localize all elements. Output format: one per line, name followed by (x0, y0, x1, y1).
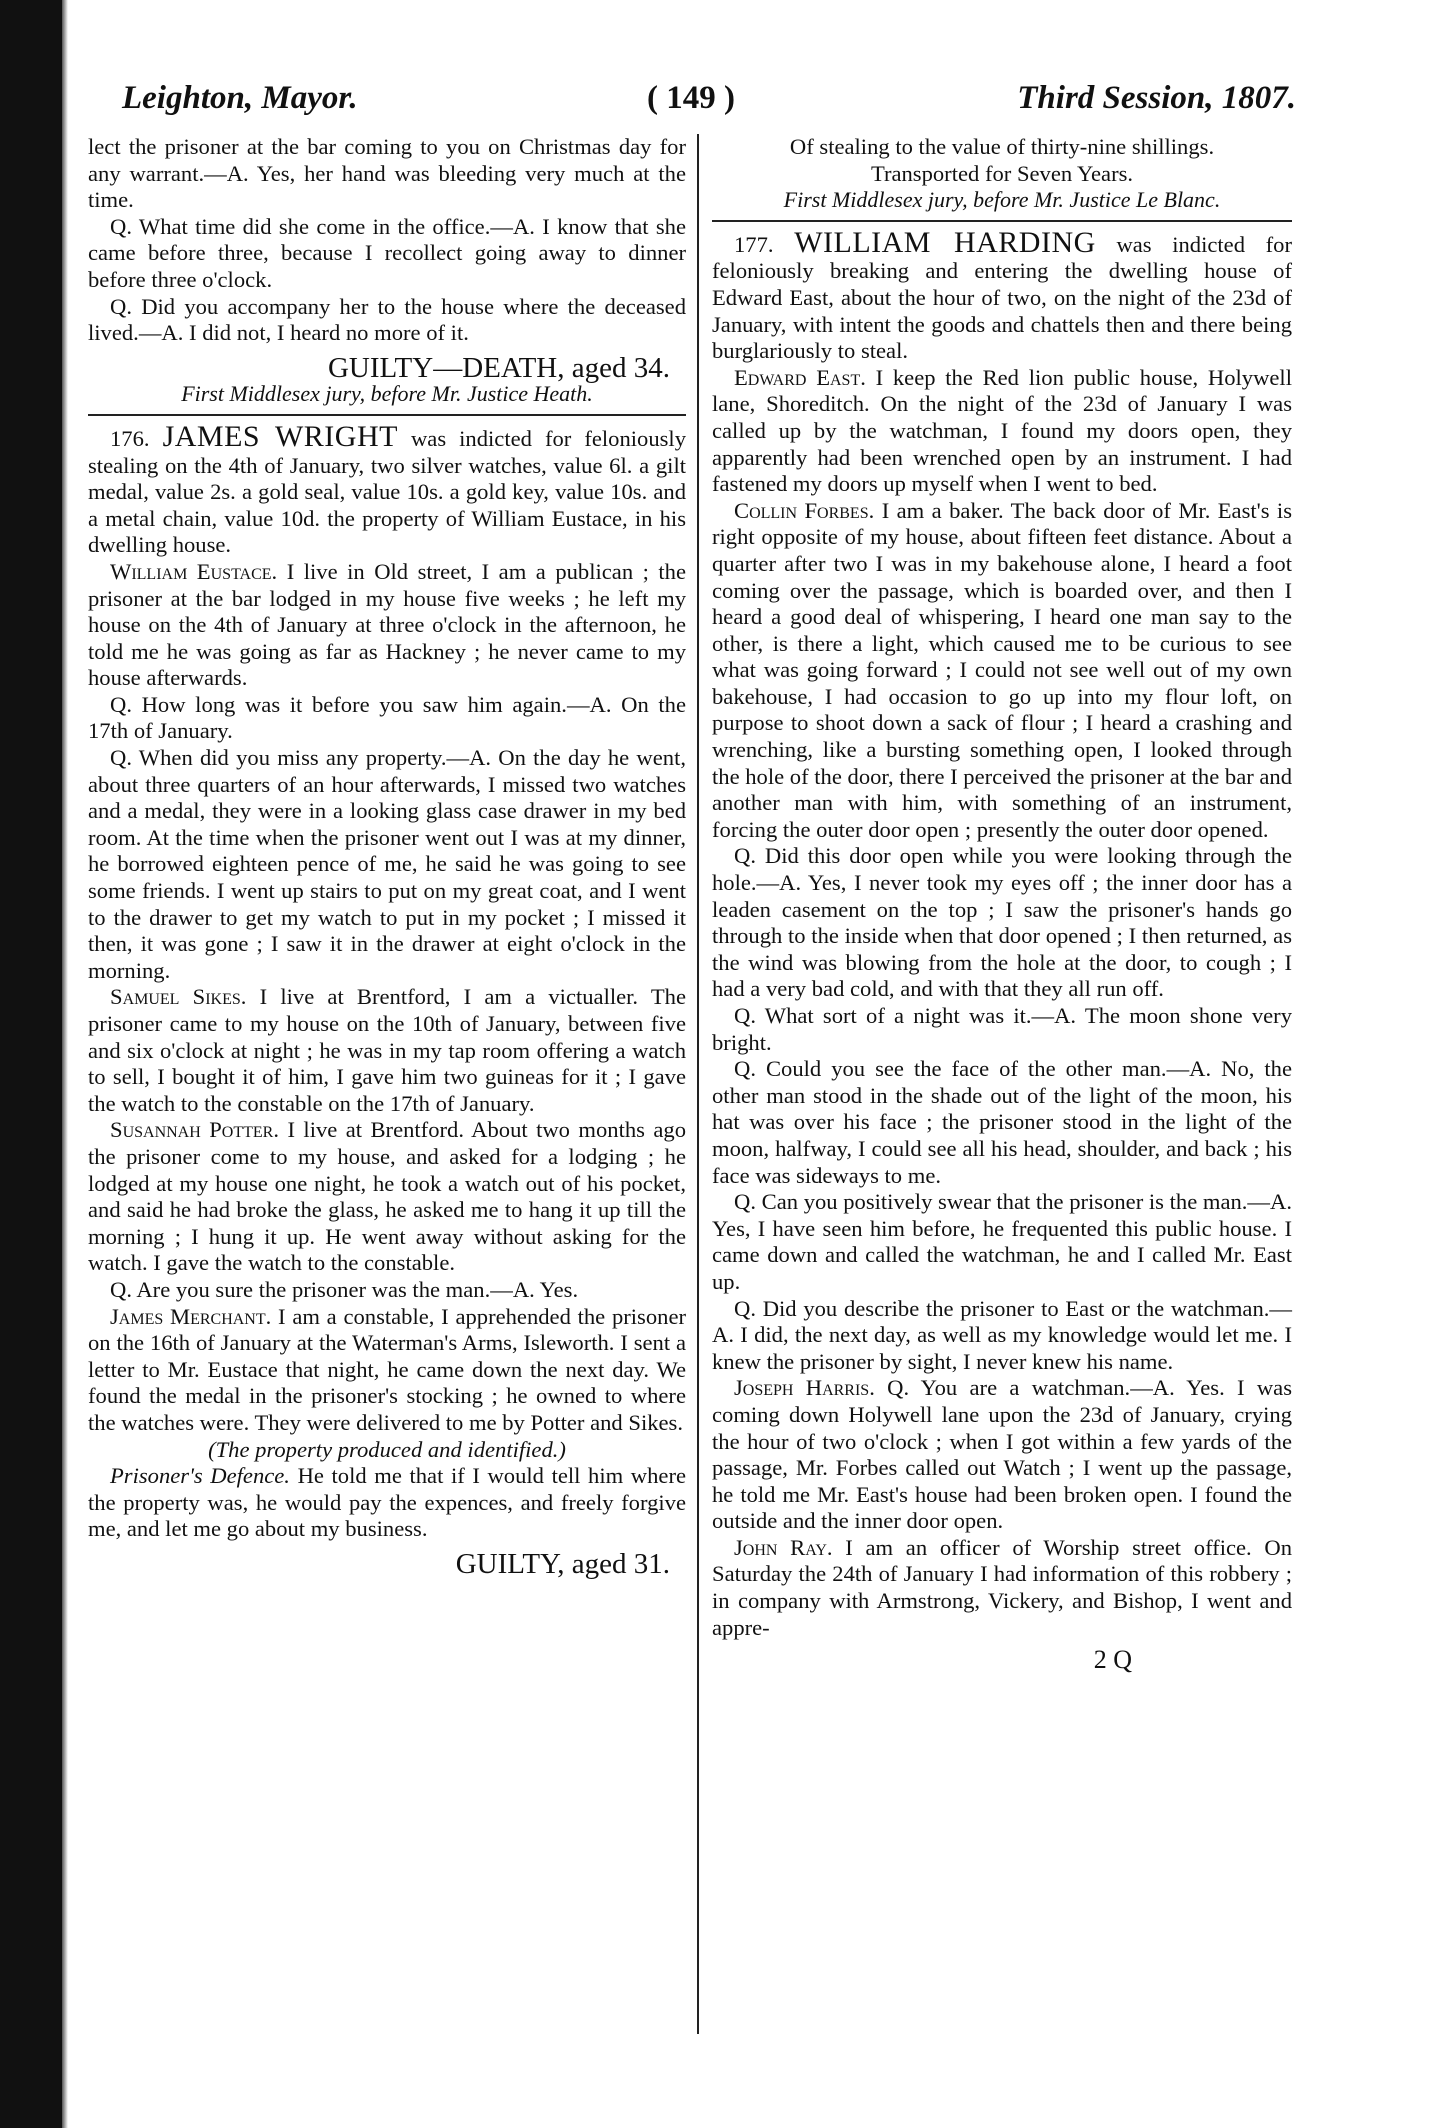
page-header (86, 80, 1296, 132)
witness-testimony (712, 1375, 1292, 1535)
defendant-name: WILLIAM HARDING (794, 225, 1096, 259)
witness-testimony (88, 984, 686, 1117)
scan-edge (62, 0, 68, 2128)
testimony-text: I keep the Red lion public house, Holywell lane, Shoreditch. On the night of the 23d of January I was called up by the watchman, I found my doors open, they apparently had been wrenched open by an instrument. I had fastened my doors up myself when I went to bed. (712, 364, 1292, 497)
verdict-heading: GUILTY—DEATH, aged 34. (327, 351, 670, 384)
witness-name: Susannah Potter. (110, 1117, 279, 1143)
defence-text: He told me that if I would tell him where the property was, he would pay the expences, and freely forgive me, and let me go about my business. (88, 1463, 686, 1542)
witness-testimony (712, 365, 1292, 498)
paragraph: Q. What time did she come in the office.—A. I know that she came before three, because I recollect going away to dinner before three o'clock. (88, 213, 686, 292)
question-answer: Q. Are you sure the prisoner was the man.—A. Yes. (110, 1276, 579, 1302)
book-spine-shadow (0, 0, 62, 2128)
witness-testimony (712, 498, 1292, 844)
testimony-text: I live at Brentford, I am a victualler. The prisoner came to my house on the 10th of January, between five and six o'clock at night ; he was in my tap room offering a watch to sell, I bought it of him, I gave him two guineas for it ; I gave the watch to the constable on the 17th of January. (88, 984, 686, 1116)
case-177-entry (712, 225, 1292, 365)
right-column (712, 134, 1292, 1674)
witness-testimony (712, 1535, 1292, 1641)
witness-name: Joseph Harris. (734, 1375, 875, 1401)
question-answer: Q. How long was it before you saw him again.—A. On the 17th of January. (88, 691, 686, 744)
witness-name: James Merchant. (110, 1303, 272, 1329)
witness-name: John Ray. (734, 1534, 833, 1560)
question-answer: Q. Could you see the face of the other man.—A. No, the other man stood in the shade out of the light of the moon, his hat was over his face ; the prisoner stood in the light of the moon, halfway, I could see all his head, shoulder, and back ; his face was sideways to me. (712, 1056, 1292, 1188)
court-note: First Middlesex jury, before Mr. Justice Heath. (88, 381, 686, 416)
witness-name: Collin Forbes. (734, 497, 875, 523)
testimony-text: I am a constable, I apprehended the prisoner on the 16th of January at the Waterman's Arms, Isleworth. I sent a letter to Mr. Eustace that night, he came down the next day. We found the medal in the prisoner's stocking ; he owned to where the watches were. They were delivered to me by Potter and Sikes. (88, 1303, 686, 1435)
court-note: First Middlesex jury, before Mr. Justice Le Blanc. (712, 187, 1292, 222)
header-mayor: Leighton, Mayor. (122, 80, 358, 116)
page-number: ( 149 ) (647, 80, 735, 116)
case-number: 176. (110, 425, 150, 451)
witness-testimony (88, 1304, 686, 1437)
testimony-text: I am an officer of Worship street office. On Saturday the 24th of January I had information of this robbery ; in company with Armstrong, Vickery, and Bishop, I went and appre- (712, 1534, 1293, 1640)
indictment-text: was indicted for feloniously breaking and entering the dwelling house of Edward East, about the hour of two, on the night of the 23d of January, with intent the goods and chattels then and there being burglariously to steal. (712, 231, 1292, 364)
witness-testimony (88, 559, 686, 692)
defence-label: Prisoner's Defence. (110, 1463, 290, 1489)
case-176-entry (88, 419, 687, 559)
verdict-heading: GUILTY, aged 31. (455, 1547, 670, 1580)
witness-name: William Eustace. (110, 558, 278, 584)
witness-testimony (88, 1117, 686, 1277)
question-answer: Q. Did you describe the prisoner to East or the watchman.—A. I did, the next day, as well as my knowledge would let me. I knew the prisoner by sight, I never knew his name. (712, 1295, 1292, 1374)
paragraph: lect the prisoner at the bar coming to you on Christmas day for any warrant.—A. Yes, her hand was bleeding very much at the time. (88, 134, 686, 213)
defendant-name: JAMES WRIGHT (162, 419, 398, 453)
testimony-text: I live in Old street, I am a publican ; the prisoner at the bar lodged in my house five weeks ; he left my house on the 4th of January at three o'clock in the afternoon, he told me he was going as far as Hackney ; he never came to my house afterwards. (88, 558, 686, 691)
printer-signature: 2 Q (1093, 1645, 1132, 1675)
testimony-text: I am a baker. The back door of Mr. East's is right opposite of my house, about fifteen feet distance. About a quarter after two I was in my bakehouse alone, I heard a foot coming over the passage, which is boarded over, and then I heard a good deal of whispering, I heard one man say to the other, is there a light, which caused me to be curious to see what was going forward ; I could not see well out of my own bakehouse, I had occasion to go up into my flour loft, on purpose to shoot down a sack of flour ; I heard a crashing and wrenching, like a bursting something open, I looked through the hole of the door, there I perceived the prisoner at the bar and another man with him, with something of an instrument, forcing the outer door open ; presently the outer door opened. (712, 497, 1293, 842)
case-number: 177. (734, 231, 774, 257)
document-page (86, 80, 1296, 2060)
question-answer: Q. Can you positively swear that the prisoner is the man.—A. Yes, I have seen him before, he frequented this public house. I came down and called the watchman, he and I called Mr. East up. (712, 1189, 1292, 1294)
witness-name: Samuel Sikes. (110, 984, 247, 1010)
column-divider (697, 134, 699, 2034)
header-session: Third Session, 1807. (1017, 80, 1296, 116)
question-answer: Q. What sort of a night was it.—A. The moon shone very bright. (712, 1003, 1292, 1055)
witness-name: Edward East. (734, 364, 866, 390)
question-answer: Q. Did this door open while you were looking through the hole.—A. Yes, I never took my eyes off ; the inner door has a leaden casement on the top ; I saw the prisoner's hands go through to the inside when that door opened ; I then returned, as the wind was blowing from the hole at the door, to cough ; I had a very bad cold, and with that they all run off. (712, 843, 1292, 1002)
testimony-text: I live at Brentford. About two months ago the prisoner come to my house, and asked for a lodging ; he lodged at my house one night, he took a watch out of his pocket, and said he had broke the glass, he asked me to hang it up till the morning ; I hung it up. He went away without asking for the watch. I gave the watch to the constable. (88, 1117, 687, 1276)
sentence-line: Transported for Seven Years. (870, 160, 1134, 186)
sentence-line: Of stealing to the value of thirty-nine shillings. (789, 134, 1215, 159)
question-answer: Q. When did you miss any property.—A. On the day he went, about three quarters of an hour afterwards, I missed two watches and a medal, they were in a looking glass case drawer in my bed room. At the time when the prisoner went out I was at my dinner, he borrowed eighteen pence of me, he said he was going to see some friends. I went up stairs to put on my great coat, and I went to the drawer to get my watch to put in my pocket ; I missed it then, it was gone ; I saw it in the drawer at eight o'clock in the morning. (88, 745, 686, 983)
prisoner-defence (88, 1463, 686, 1543)
property-note: (The property produced and identified.) (208, 1436, 566, 1462)
indictment-text: was indicted for feloniously stealing on the 4th of January, two silver watches, value 6l. a gilt medal, value 2s. a gold seal, value 10s. a gold key, value 10s. and a metal chain, value 10d. the property of William Eustace, in his dwelling house. (88, 425, 687, 558)
paragraph: Q. Did you accompany her to the house where the deceased lived.—A. I did not, I heard no more of it. (88, 293, 686, 346)
testimony-text: Q. You are a watchman.—A. Yes. I was coming down Holywell lane upon the 23d of January, crying the hour of two o'clock ; when I got within a few yards of the passage, Mr. Forbes called out Watch ; I went up the passage, he told me Mr. East's house had been broken open. I found the outside and the inner door open. (712, 1375, 1292, 1534)
left-column (88, 134, 687, 1580)
